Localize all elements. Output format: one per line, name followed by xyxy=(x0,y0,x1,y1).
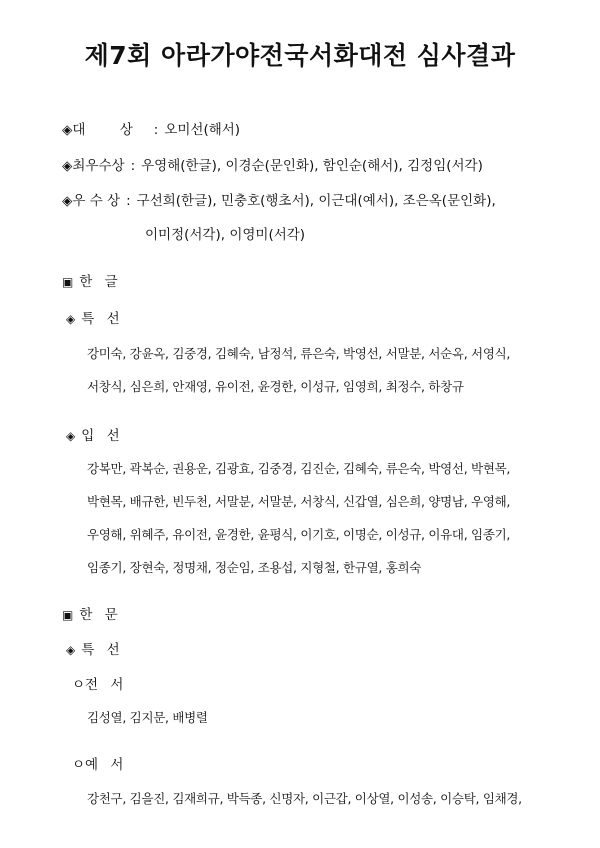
award-grand-prize-marker: ◈ xyxy=(62,122,73,138)
section-hangul-title: 한 글 xyxy=(79,274,122,290)
group-special-label: 특 선 xyxy=(81,642,124,658)
names-line: 강미숙, 강윤옥, 김중경, 김혜숙, 남정석, 류은숙, 박영선, 서말분, 서순옥, 서영식, xyxy=(87,346,511,361)
section-heading-hanmun xyxy=(62,603,122,623)
award-excellence-marker: ◈ xyxy=(62,193,73,209)
section-hanmun-title: 한 문 xyxy=(79,607,122,623)
group-special-label: 특 선 xyxy=(81,311,124,327)
diamond-marker-icon: ◈ xyxy=(66,312,76,326)
subgroup-heading-jeonseo xyxy=(72,673,127,693)
names-line: 박현목, 배규한, 빈두천, 서말분, 서말분, 서창식, 신갑열, 심은희, 양명남, 우영해, xyxy=(87,494,511,509)
award-separator: : xyxy=(130,158,136,174)
award-excellence-names-continued: 이미정(서각), 이영미(서각) xyxy=(145,227,306,243)
award-excellence-label: 우 수 상 xyxy=(72,193,121,209)
award-grand-prize-names: 오미선(해서) xyxy=(164,122,241,138)
square-marker-icon: ▣ xyxy=(62,275,74,289)
award-separator: : xyxy=(126,193,131,209)
award-top-excellence-marker: ◈ xyxy=(62,158,73,174)
award-excellence xyxy=(62,189,496,209)
names-line: 강복만, 곽복순, 권용운, 김광효, 김중경, 김진순, 김혜숙, 류은숙, 박영선, 박현목, xyxy=(87,461,511,476)
names-line: 서창식, 심은희, 안재영, 유이전, 윤경한, 이성규, 임영희, 최정수, 하창규 xyxy=(87,379,464,394)
award-top-excellence xyxy=(62,154,483,174)
section-heading-hangul xyxy=(62,270,122,290)
subgroup-jeonseo-label: 전 서 xyxy=(85,677,128,693)
award-grand-prize xyxy=(62,118,240,138)
names-line: 강천구, 김을진, 김재희규, 박득종, 신명자, 이근갑, 이상열, 이성송, 이승탁, 임채경, xyxy=(87,791,522,806)
award-grand-prize-label: 대 상 xyxy=(72,122,148,138)
names-line: 임종기, 장현숙, 정명채, 정순임, 조용섭, 지형철, 한규열, 홍희숙 xyxy=(87,560,422,575)
names-line: 김성열, 김지문, 배병렬 xyxy=(87,710,208,725)
award-top-excellence-label: 최우수상 xyxy=(72,158,125,174)
circle-marker-icon: ㅇ xyxy=(72,677,86,693)
square-marker-icon: ▣ xyxy=(62,608,74,622)
group-selected-label: 입 선 xyxy=(81,428,124,444)
group-heading-selected xyxy=(66,424,124,444)
award-separator: : xyxy=(153,122,159,138)
subgroup-heading-yeseo xyxy=(72,753,127,773)
award-excellence-names: 구선희(한글), 민충호(행초서), 이근대(예서), 조은옥(문인화), xyxy=(136,193,496,209)
group-heading-special xyxy=(66,638,124,658)
diamond-marker-icon: ◈ xyxy=(66,643,76,657)
diamond-marker-icon: ◈ xyxy=(66,429,76,443)
award-top-excellence-names: 우영해(한글), 이경순(문인화), 함인순(해서), 김정임(서각) xyxy=(141,158,483,174)
subgroup-yeseo-label: 예 서 xyxy=(85,757,128,773)
group-heading-special xyxy=(66,307,124,327)
names-line: 우영해, 위혜주, 유이전, 윤경한, 윤평식, 이기호, 이명순, 이성규, 이유대, 임종기, xyxy=(87,527,511,542)
circle-marker-icon: ㅇ xyxy=(72,757,86,773)
page-title: 제7회 아라가야전국서화대전 심사결과 xyxy=(84,41,516,70)
